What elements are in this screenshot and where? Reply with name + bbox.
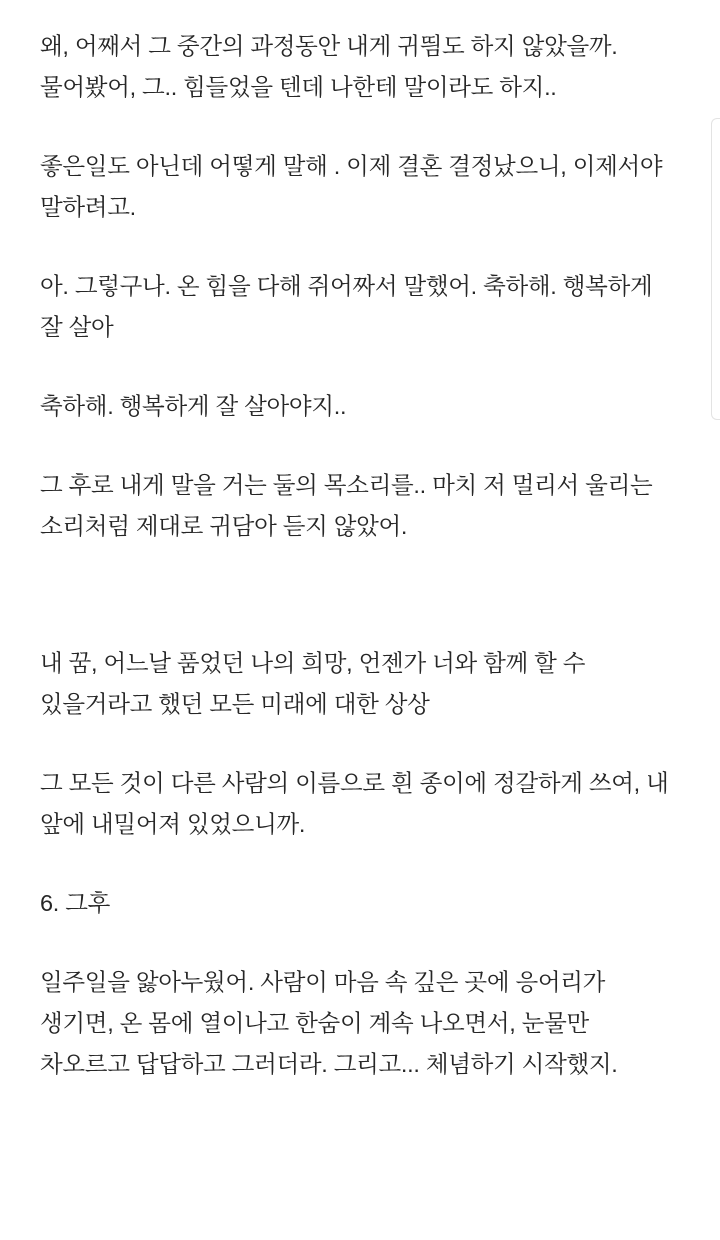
page-edge-sliver bbox=[711, 118, 720, 420]
paragraph: 왜, 어째서 그 중간의 과정동안 내게 귀띔도 하지 않았을까. 물어봤어, 그.. 힘들었을 텐데 나한테 말이라도 하지.. bbox=[40, 33, 624, 100]
section-heading: 6. 그후 bbox=[40, 890, 111, 916]
paragraph: 그 모든 것이 다른 사람의 이름으로 흰 종이에 정갈하게 쓰여, 내 앞에 내밀어져 있었으니까. bbox=[40, 770, 675, 837]
paragraph: 아. 그렇구나. 온 힘을 다해 쥐어짜서 말했어. 축하해. 행복하게 잘 살아 bbox=[40, 273, 659, 340]
paragraph: 내 꿈, 어느날 품었던 나의 희망, 언젠가 너와 함께 할 수 있을거라고 했던 모든 미래에 대한 상상 bbox=[40, 650, 592, 717]
paragraph: 좋은일도 아닌데 어떻게 말해 . 이제 결혼 결정났으니, 이제서야 말하려고. bbox=[40, 153, 669, 220]
paragraph: 축하해. 행복하게 잘 살아야지.. bbox=[40, 393, 347, 419]
paragraph: 일주일을 앓아누웠어. 사람이 마음 속 깊은 곳에 응어리가 생기면, 온 몸에 열이나고 한숨이 계속 나오면서, 눈물만 차오르고 답답하고 그러더라. 그리고... 체념하기 시작했지. bbox=[40, 969, 618, 1077]
paragraph: 그 후로 내게 말을 거는 둘의 목소리를.. 마치 저 멀리서 울리는 소리처럼 제대로 귀담아 듣지 않았어. bbox=[40, 472, 659, 539]
